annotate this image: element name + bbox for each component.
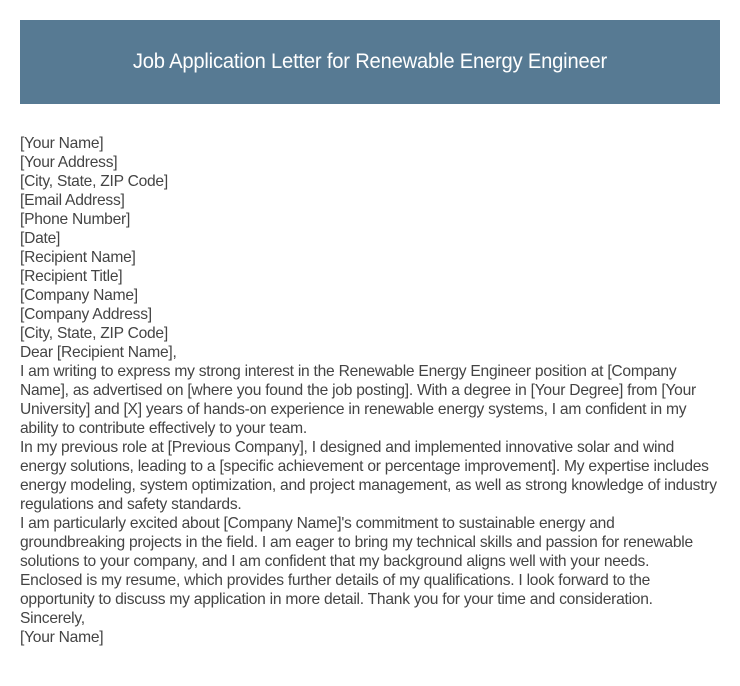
letter-body [20, 134, 722, 647]
sender-phone: [Phone Number] [20, 211, 131, 228]
letter-date: [Date] [20, 230, 61, 247]
sender-email: [Email Address] [20, 192, 125, 209]
recipient-company-address: [Company Address] [20, 306, 152, 323]
salutation: Dear [Recipient Name], [20, 344, 177, 361]
recipient-city-state-zip: [City, State, ZIP Code] [20, 325, 168, 342]
sender-city-state-zip: [City, State, ZIP Code] [20, 173, 168, 190]
recipient-company: [Company Name] [20, 287, 138, 304]
paragraph-experience: In my previous role at [Previous Company], I designed and implemented innovative solar and wind energy solutions, leading to a [specific achievement or percentage improvement]. My expertise includes energy modeling, system optimization, and project management, as well as strong knowledge of industry regulations and safety standards. [20, 439, 717, 513]
paragraph-motivation: I am particularly excited about [Company Name]'s commitment to sustainable energy and groundbreaking projects in the field. I am eager to bring my technical skills and passion for renewable solutions to your company, and I am confident that my background aligns well with your needs. [20, 515, 693, 570]
recipient-title: [Recipient Title] [20, 268, 123, 285]
sender-address: [Your Address] [20, 154, 118, 171]
page-title: Job Application Letter for Renewable Energy Engineer [132, 50, 608, 73]
paragraph-closing: Enclosed is my resume, which provides further details of my qualifications. I look forward to the opportunity to discuss my application in more detail. Thank you for your time and consideration. [20, 572, 653, 608]
closing: Sincerely, [20, 610, 85, 627]
letter-header [20, 20, 720, 104]
paragraph-intro: I am writing to express my strong interest in the Renewable Energy Engineer position at [Company Name], as advertised on [where you found the job posting]. With a degree in [Your Degree] from [Your University] and [X] years of hands-on experience in renewable energy systems, I am confident in my ability to contribute effectively to your team. [20, 363, 696, 437]
sender-name: [Your Name] [20, 135, 104, 152]
signature: [Your Name] [20, 629, 104, 646]
recipient-name: [Recipient Name] [20, 249, 136, 266]
